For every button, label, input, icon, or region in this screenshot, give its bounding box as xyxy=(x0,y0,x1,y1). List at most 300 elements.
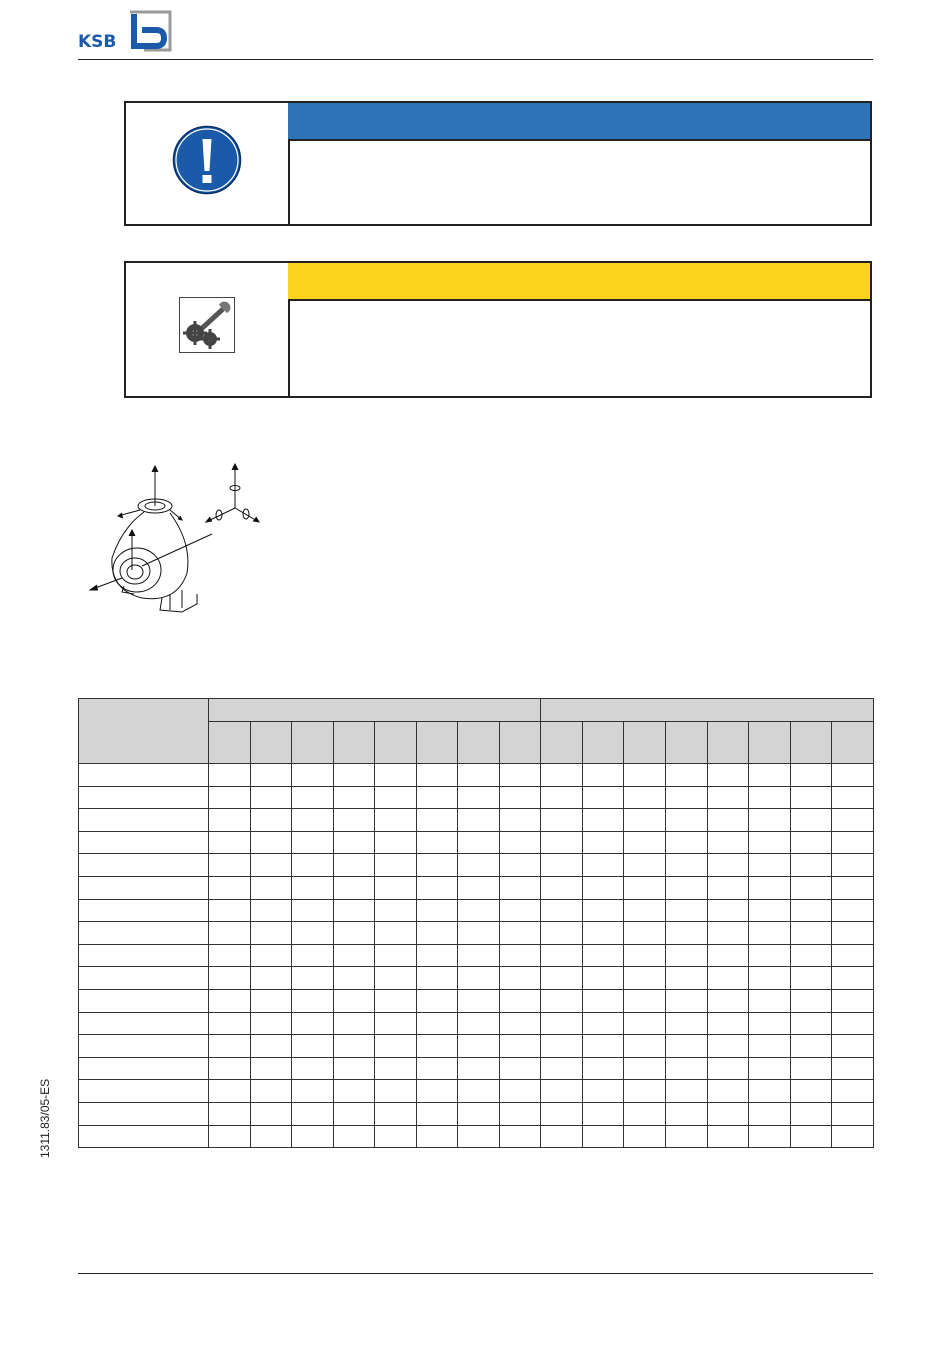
table-cell xyxy=(832,922,874,945)
table-cell xyxy=(666,967,708,990)
footer-rule xyxy=(78,1273,873,1274)
table-cell xyxy=(666,1035,708,1058)
table-subheader xyxy=(499,722,541,764)
table-cell xyxy=(749,899,791,922)
table-cell xyxy=(375,1012,417,1035)
table-cell xyxy=(749,854,791,877)
table-cell xyxy=(333,944,375,967)
table-cell xyxy=(832,944,874,967)
table-cell xyxy=(749,922,791,945)
table-cell xyxy=(541,1012,583,1035)
table-cell xyxy=(624,967,666,990)
table-cell xyxy=(832,809,874,832)
table-cell xyxy=(832,1012,874,1035)
table-cell xyxy=(333,764,375,787)
table-cell xyxy=(624,876,666,899)
table-cell xyxy=(666,764,708,787)
table-cell xyxy=(333,1125,375,1148)
table-subheader xyxy=(666,722,708,764)
table-cell xyxy=(458,1080,500,1103)
table-subheader xyxy=(416,722,458,764)
table-cell xyxy=(624,944,666,967)
notice-header xyxy=(288,263,870,301)
table-cell xyxy=(416,809,458,832)
table-cell xyxy=(333,967,375,990)
table-row xyxy=(79,854,874,877)
table-row xyxy=(79,876,874,899)
table-cell xyxy=(375,831,417,854)
table-cell xyxy=(250,1012,292,1035)
table-cell xyxy=(333,922,375,945)
table-cell xyxy=(499,1035,541,1058)
table-row-label xyxy=(79,876,209,899)
table-cell xyxy=(375,1035,417,1058)
table-cell xyxy=(749,1125,791,1148)
table-cell xyxy=(541,809,583,832)
pump-forces-diagram xyxy=(82,458,272,618)
table-cell xyxy=(666,1080,708,1103)
table-cell xyxy=(458,831,500,854)
table-cell xyxy=(666,1125,708,1148)
table-cell xyxy=(832,989,874,1012)
table-cell xyxy=(707,989,749,1012)
table-cell xyxy=(333,809,375,832)
table-cell xyxy=(499,1102,541,1125)
table-cell xyxy=(209,764,251,787)
table-cell xyxy=(666,831,708,854)
table-cell xyxy=(333,1102,375,1125)
table-cell xyxy=(458,967,500,990)
table-cell xyxy=(582,1012,624,1035)
table-subheader xyxy=(624,722,666,764)
table-cell xyxy=(790,764,832,787)
table-cell xyxy=(458,1125,500,1148)
table-cell xyxy=(416,989,458,1012)
table-cell xyxy=(375,899,417,922)
table-row-label xyxy=(79,899,209,922)
table-cell xyxy=(499,989,541,1012)
table-row-label xyxy=(79,854,209,877)
table-row xyxy=(79,786,874,809)
loads-table xyxy=(78,698,874,1148)
table-cell xyxy=(209,1080,251,1103)
table-cell xyxy=(832,786,874,809)
table-subheader xyxy=(790,722,832,764)
table-cell xyxy=(749,1012,791,1035)
table-cell xyxy=(375,1080,417,1103)
table-cell xyxy=(832,854,874,877)
table-cell xyxy=(499,786,541,809)
table-cell xyxy=(499,876,541,899)
table-cell xyxy=(458,764,500,787)
table-cell xyxy=(416,786,458,809)
table-cell xyxy=(333,831,375,854)
table-header-group xyxy=(541,699,873,722)
table-cell xyxy=(292,786,334,809)
table-cell xyxy=(250,899,292,922)
table-cell xyxy=(499,922,541,945)
table-cell xyxy=(209,854,251,877)
table-cell xyxy=(790,1057,832,1080)
table-cell xyxy=(666,786,708,809)
table-cell xyxy=(375,876,417,899)
table-cell xyxy=(209,1057,251,1080)
table-cell xyxy=(707,1057,749,1080)
table-cell xyxy=(541,1035,583,1058)
table-cell xyxy=(458,1012,500,1035)
table-cell xyxy=(790,944,832,967)
table-cell xyxy=(707,764,749,787)
table-cell xyxy=(707,809,749,832)
table-cell xyxy=(624,922,666,945)
table-cell xyxy=(707,831,749,854)
table-row xyxy=(79,967,874,990)
table-cell xyxy=(666,854,708,877)
table-cell xyxy=(292,1102,334,1125)
table-cell xyxy=(707,922,749,945)
table-cell xyxy=(333,1035,375,1058)
table-cell xyxy=(790,786,832,809)
table-cell xyxy=(624,809,666,832)
table-row xyxy=(79,1080,874,1103)
table-cell xyxy=(541,944,583,967)
table-cell xyxy=(666,922,708,945)
table-cell xyxy=(416,854,458,877)
notice-icon-cell xyxy=(126,103,290,224)
table-cell xyxy=(375,854,417,877)
table-cell xyxy=(582,1102,624,1125)
table-cell xyxy=(375,786,417,809)
table-cell xyxy=(624,831,666,854)
table-row-label xyxy=(79,786,209,809)
table-subheader xyxy=(375,722,417,764)
table-cell xyxy=(292,854,334,877)
table-cell xyxy=(375,764,417,787)
table-cell xyxy=(790,1102,832,1125)
table-cell xyxy=(292,764,334,787)
table-cell xyxy=(333,989,375,1012)
table-cell xyxy=(707,854,749,877)
table-cell xyxy=(416,876,458,899)
table-cell xyxy=(458,876,500,899)
table-cell xyxy=(458,809,500,832)
table-cell xyxy=(292,944,334,967)
table-cell xyxy=(790,922,832,945)
table-cell xyxy=(666,809,708,832)
table-cell xyxy=(790,1012,832,1035)
table-cell xyxy=(707,876,749,899)
table-cell xyxy=(624,899,666,922)
table-cell xyxy=(292,1080,334,1103)
table-cell xyxy=(666,989,708,1012)
table-cell xyxy=(209,809,251,832)
table-cell xyxy=(250,1125,292,1148)
table-cell xyxy=(250,831,292,854)
table-cell xyxy=(541,764,583,787)
table-subheader xyxy=(541,722,583,764)
table-cell xyxy=(292,809,334,832)
table-cell xyxy=(541,1080,583,1103)
table-cell xyxy=(458,1102,500,1125)
table-cell xyxy=(790,876,832,899)
table-cell xyxy=(790,1080,832,1103)
table-cell xyxy=(790,809,832,832)
table-cell xyxy=(209,989,251,1012)
table-cell xyxy=(209,831,251,854)
table-cell xyxy=(790,899,832,922)
table-cell xyxy=(416,967,458,990)
table-cell xyxy=(541,1125,583,1148)
table-cell xyxy=(375,1102,417,1125)
table-cell xyxy=(416,1035,458,1058)
table-cell xyxy=(499,764,541,787)
table-cell xyxy=(292,922,334,945)
table-cell xyxy=(375,967,417,990)
table-cell xyxy=(333,786,375,809)
table-cell xyxy=(209,944,251,967)
table-cell xyxy=(666,944,708,967)
table-cell xyxy=(333,1012,375,1035)
table-cell xyxy=(416,764,458,787)
table-cell xyxy=(292,1012,334,1035)
table-cell xyxy=(458,1035,500,1058)
table-subheader xyxy=(749,722,791,764)
table-cell xyxy=(499,854,541,877)
table-cell xyxy=(790,989,832,1012)
table-cell xyxy=(624,764,666,787)
table-cell xyxy=(209,1102,251,1125)
table-cell xyxy=(209,1125,251,1148)
table-cell xyxy=(458,786,500,809)
table-cell xyxy=(707,1102,749,1125)
table-cell xyxy=(292,899,334,922)
table-cell xyxy=(582,854,624,877)
table-cell xyxy=(375,1057,417,1080)
table-cell xyxy=(749,1035,791,1058)
table-cell xyxy=(250,944,292,967)
table-cell xyxy=(250,989,292,1012)
table-cell xyxy=(582,764,624,787)
table-cell xyxy=(541,786,583,809)
table-row xyxy=(79,809,874,832)
table-row-label xyxy=(79,967,209,990)
table-cell xyxy=(499,1125,541,1148)
table-cell xyxy=(749,764,791,787)
table-cell xyxy=(749,967,791,990)
table-cell xyxy=(790,1035,832,1058)
table-cell xyxy=(333,876,375,899)
table-header-corner xyxy=(79,699,209,764)
notice-box-blue xyxy=(124,101,872,226)
table-cell xyxy=(749,809,791,832)
notice-body xyxy=(288,301,870,396)
table-cell xyxy=(707,967,749,990)
table-cell xyxy=(666,876,708,899)
table-cell xyxy=(416,1125,458,1148)
table-cell xyxy=(624,1102,666,1125)
table-cell xyxy=(541,922,583,945)
table-cell xyxy=(666,899,708,922)
table-cell xyxy=(541,989,583,1012)
table-cell xyxy=(707,1012,749,1035)
table-cell xyxy=(624,1057,666,1080)
table-cell xyxy=(333,1080,375,1103)
table-cell xyxy=(582,786,624,809)
table-cell xyxy=(541,1057,583,1080)
table-cell xyxy=(707,786,749,809)
table-cell xyxy=(666,1012,708,1035)
table-cell xyxy=(624,1012,666,1035)
table-cell xyxy=(209,1012,251,1035)
table-cell xyxy=(333,899,375,922)
table-cell xyxy=(832,1080,874,1103)
table-cell xyxy=(541,876,583,899)
table-cell xyxy=(707,944,749,967)
table-cell xyxy=(458,989,500,1012)
table-cell xyxy=(707,899,749,922)
table-cell xyxy=(832,1102,874,1125)
table-row xyxy=(79,1102,874,1125)
table-cell xyxy=(832,967,874,990)
table-row-label xyxy=(79,831,209,854)
table-cell xyxy=(749,989,791,1012)
table-row-label xyxy=(79,989,209,1012)
table-cell xyxy=(416,922,458,945)
table-row-label xyxy=(79,944,209,967)
table-cell xyxy=(790,854,832,877)
table-cell xyxy=(832,1125,874,1148)
table-cell xyxy=(416,1057,458,1080)
table-cell xyxy=(624,989,666,1012)
table-cell xyxy=(375,809,417,832)
table-cell xyxy=(209,922,251,945)
table-cell xyxy=(666,1102,708,1125)
table-row xyxy=(79,1035,874,1058)
table-row-label xyxy=(79,764,209,787)
table-cell xyxy=(790,831,832,854)
table-row xyxy=(79,1057,874,1080)
table-cell xyxy=(749,1057,791,1080)
notice-box-yellow xyxy=(124,261,872,398)
table-cell xyxy=(790,967,832,990)
table-cell xyxy=(624,854,666,877)
table-cell xyxy=(582,944,624,967)
table-cell xyxy=(582,1057,624,1080)
table-cell xyxy=(499,809,541,832)
table-cell xyxy=(499,899,541,922)
table-cell xyxy=(458,854,500,877)
logo-mark-icon xyxy=(126,10,174,52)
table-cell xyxy=(582,876,624,899)
table-row xyxy=(79,764,874,787)
notice-icon-cell xyxy=(126,263,290,396)
table-row xyxy=(79,944,874,967)
table-cell xyxy=(541,967,583,990)
table-cell xyxy=(832,1035,874,1058)
table-cell xyxy=(707,1125,749,1148)
table-cell xyxy=(541,1102,583,1125)
table-cell xyxy=(707,1080,749,1103)
table-cell xyxy=(624,786,666,809)
ksb-logo xyxy=(78,10,178,52)
table-cell xyxy=(333,1057,375,1080)
table-subheader xyxy=(250,722,292,764)
table-cell xyxy=(416,1012,458,1035)
table-cell xyxy=(458,922,500,945)
table-row xyxy=(79,831,874,854)
table-cell xyxy=(832,831,874,854)
table-cell xyxy=(666,1057,708,1080)
table-cell xyxy=(582,989,624,1012)
table-cell xyxy=(209,786,251,809)
table-cell xyxy=(292,1057,334,1080)
table-cell xyxy=(499,1080,541,1103)
table-cell xyxy=(749,831,791,854)
wrench-gears-icon xyxy=(179,297,235,353)
header-rule xyxy=(78,59,873,60)
table-cell xyxy=(375,944,417,967)
table-cell xyxy=(375,989,417,1012)
table-cell xyxy=(250,809,292,832)
table-cell xyxy=(707,1035,749,1058)
table-cell xyxy=(749,876,791,899)
table-row xyxy=(79,1125,874,1148)
table-cell xyxy=(250,922,292,945)
table-cell xyxy=(749,944,791,967)
table-cell xyxy=(541,854,583,877)
table-row-label xyxy=(79,1125,209,1148)
table-cell xyxy=(499,944,541,967)
table-cell xyxy=(499,1012,541,1035)
table-cell xyxy=(458,944,500,967)
table-row-label xyxy=(79,1012,209,1035)
table-cell xyxy=(582,922,624,945)
table-cell xyxy=(624,1035,666,1058)
table-cell xyxy=(292,1035,334,1058)
table-cell xyxy=(749,1102,791,1125)
table-cell xyxy=(499,1057,541,1080)
table-cell xyxy=(416,899,458,922)
table-cell xyxy=(832,1057,874,1080)
table-subheader xyxy=(458,722,500,764)
logo-text: KSB xyxy=(78,32,117,52)
table-header-group xyxy=(209,699,541,722)
mandatory-exclamation-icon xyxy=(172,125,242,195)
table-cell xyxy=(250,1035,292,1058)
table-cell xyxy=(333,854,375,877)
table-cell xyxy=(749,786,791,809)
table-cell xyxy=(582,1080,624,1103)
table-subheader xyxy=(292,722,334,764)
table-subheader xyxy=(333,722,375,764)
table-row-label xyxy=(79,1102,209,1125)
table-row xyxy=(79,1012,874,1035)
table-cell xyxy=(499,831,541,854)
table-cell xyxy=(250,967,292,990)
table-row xyxy=(79,922,874,945)
table-body xyxy=(79,764,874,1148)
table-cell xyxy=(749,1080,791,1103)
table-cell xyxy=(582,1035,624,1058)
table-row xyxy=(79,989,874,1012)
table-cell xyxy=(250,786,292,809)
table-cell xyxy=(292,967,334,990)
table-cell xyxy=(416,831,458,854)
table-cell xyxy=(582,831,624,854)
table-cell xyxy=(582,967,624,990)
table-cell xyxy=(209,899,251,922)
table-cell xyxy=(209,876,251,899)
